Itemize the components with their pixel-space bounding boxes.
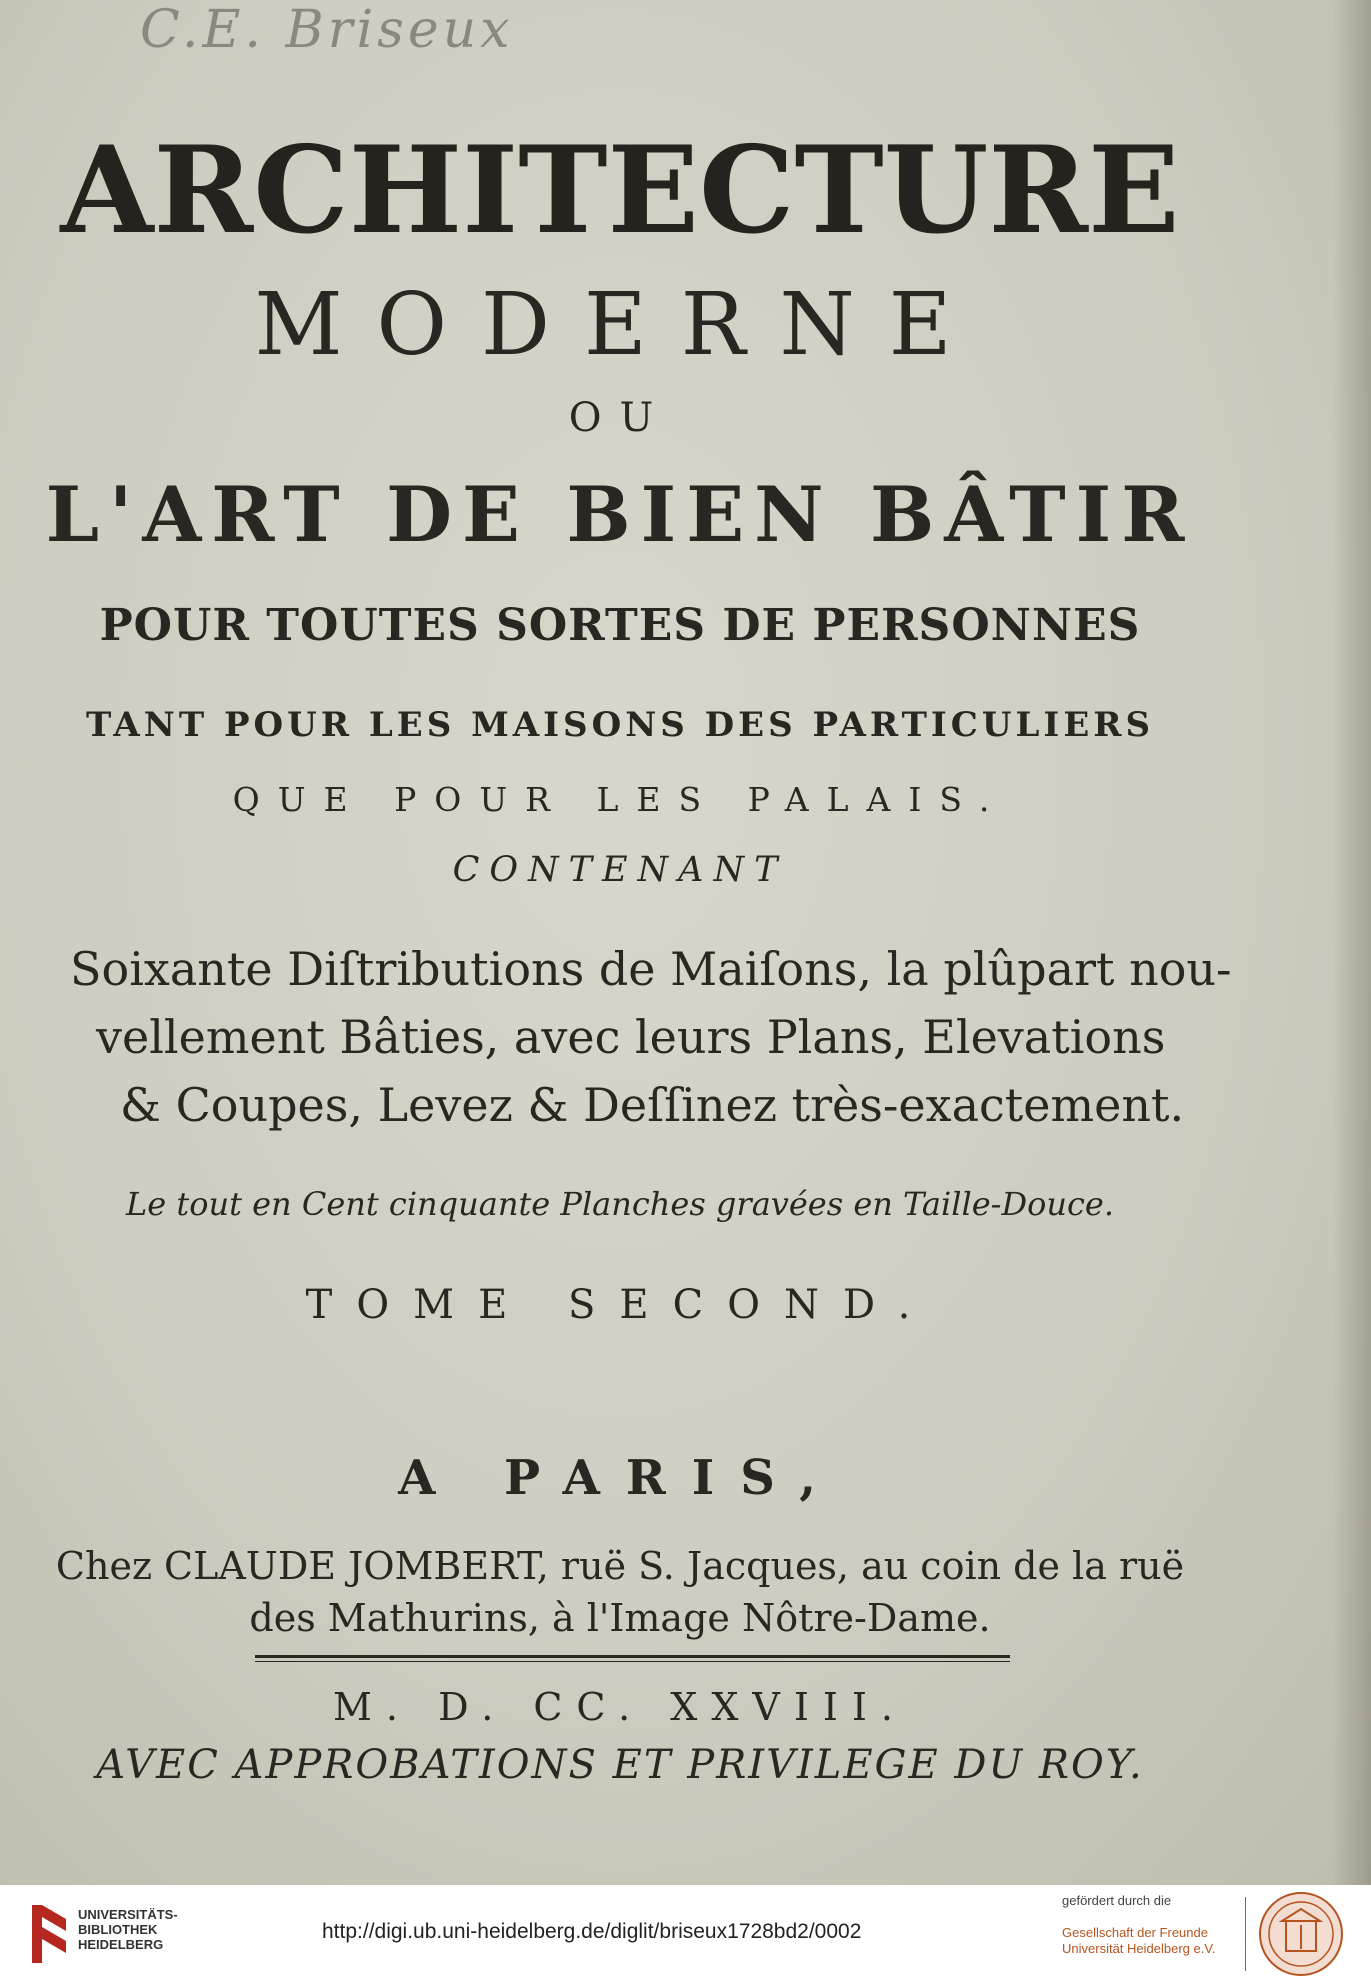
sponsor-line-2: Universität Heidelberg e.V. [1062,1941,1216,1956]
library-name-line-3: HEIDELBERG [78,1937,164,1952]
ub-heidelberg-logo-icon[interactable] [28,1897,70,1971]
title-moderne: MODERNE [254,275,986,375]
sponsor-line-1: Gesellschaft der Freunde [1062,1925,1208,1940]
page-edge-shadow [1331,0,1371,1885]
rule-thin [255,1661,1010,1662]
title-ou: OU [568,395,672,441]
subtitle-maisons: TANT POUR LES MAISONS DES PARTICULIERS [85,705,1155,745]
university-seal-icon [1258,1891,1344,1977]
volume-label: TOME SECOND. [305,1282,935,1328]
funded-by-label: gefördert durch die [1062,1893,1172,1908]
digitization-footer [0,1885,1371,1983]
imprint-year: M. D. CC. XXVIII. [333,1685,907,1729]
contents-description [0,935,1240,1139]
permalink-url[interactable]: http://digi.ub.uni-heidelberg.de/diglit/briseux1728bd2/0002 [322,1920,862,1943]
library-name [78,1907,178,1952]
handwritten-note: C.E. Briseux [140,0,514,60]
title-architecture: ARCHITECTURE [60,120,1180,261]
imprint-place: A PARIS, [398,1450,842,1506]
privilege-line: AVEC APPROBATIONS ET PRIVILEGE DU ROY. [96,1742,1144,1788]
library-name-line-2: BIBLIOTHEK [78,1922,158,1937]
subtitle-personnes: POUR TOUTES SORTES DE PERSONNES [99,600,1141,651]
sponsor-divider [1245,1897,1246,1971]
rule-thick [255,1655,1010,1658]
double-rule-divider [255,1655,1010,1662]
plates-line: Le tout en Cent cinquante Planches gravées en Taille-Douce. [125,1185,1114,1223]
contenant-heading: CONTENANT [452,850,788,890]
publisher-block [0,1540,1240,1644]
sponsor-name[interactable] [1062,1925,1215,1957]
publisher-line-1: Chez CLAUDE JOMBERT, ruë S. Jacques, au coin de la ruë [55,1544,1185,1588]
description-line-2: vellement Bâties, avec leurs Plans, Elevations [96,1010,1166,1064]
library-name-line-1: UNIVERSITÄTS- [78,1907,178,1922]
description-line-3: & Coupes, Levez & Deſſinez très-exactement. [120,1078,1185,1132]
title-art-de-bien-batir: L'ART DE BIEN BÂTIR [45,470,1195,559]
description-line-1: Soixante Diſtributions de Maiſons, la plûpart nou- [70,942,1232,996]
publisher-line-2: des Mathurins, à l'Image Nôtre-Dame. [249,1596,991,1640]
subtitle-palais: QUE POUR LES PALAIS. [232,780,1008,819]
